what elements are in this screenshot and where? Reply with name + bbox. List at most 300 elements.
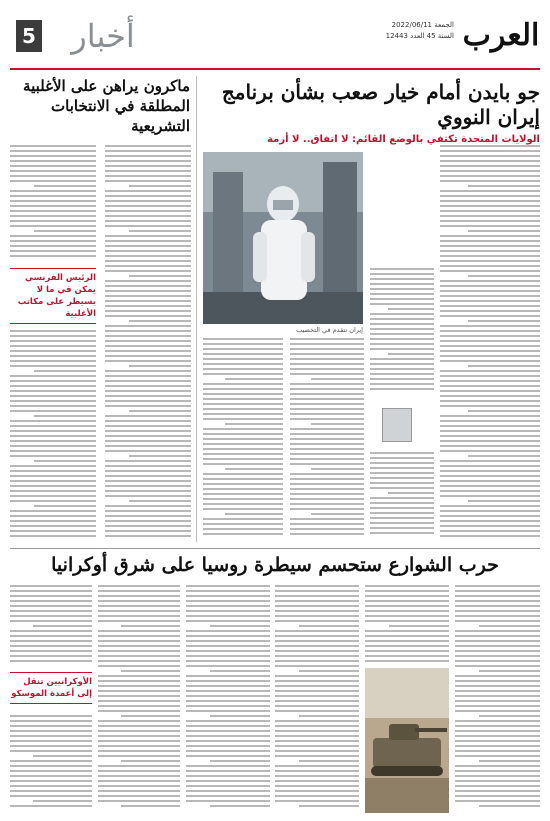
text-line [440,250,540,252]
text-line [455,730,540,732]
text-line [455,615,540,617]
text-line [105,215,191,217]
text-line [10,490,96,492]
text-line [275,730,359,732]
text-line [370,348,434,350]
text-line [186,740,270,742]
text-line [370,298,434,300]
text-line [275,665,359,667]
text-line [10,480,96,482]
text-line [440,190,540,192]
text-line [290,418,364,420]
text-line [440,205,540,207]
text-line [440,270,540,272]
second-story-photo [365,668,449,813]
text-line [455,780,540,782]
text-line [275,660,359,662]
text-line [299,715,359,717]
main-subheadline: الولايات المتحدة تكتفي بالوضع القائم: لا اتفاق.. لا أزمة [267,134,540,145]
text-line [203,533,283,535]
text-line [105,175,191,177]
text-line [365,600,449,602]
text-line [210,715,270,717]
text-line [98,800,180,802]
text-line [10,160,96,162]
text-line [203,448,283,450]
text-line [10,390,96,392]
main-story-photo [203,152,363,324]
text-line [98,705,180,707]
author-photo [382,408,412,442]
photo-caption: إيران تتقدم في التخصيب [296,326,363,334]
issue-meta [364,20,454,42]
text-line [98,640,180,642]
text-line [455,755,540,757]
text-line [10,425,96,427]
text-line [186,635,270,637]
section-header [10,14,160,58]
second-story-column-6a [10,585,92,667]
text-line [10,145,96,147]
text-line [105,390,191,392]
text-line [98,645,180,647]
text-line [455,740,540,742]
text-line [370,303,434,305]
text-line [440,515,540,517]
text-line [203,508,283,510]
text-line [10,740,92,742]
text-line [186,690,270,692]
text-line [10,360,96,362]
text-line [203,413,283,415]
text-line [440,445,540,447]
text-line [440,380,540,382]
text-line [10,250,96,252]
text-line [275,655,359,657]
text-line [105,285,191,287]
text-line [34,415,96,417]
main-story-column-3 [290,338,364,540]
text-line [105,385,191,387]
text-line [105,470,191,472]
text-line [105,355,191,357]
text-line [225,423,283,425]
text-line [186,645,270,647]
text-line [10,475,96,477]
text-line [203,433,283,435]
text-line [186,705,270,707]
text-line [105,235,191,237]
text-line [370,318,434,320]
text-line [10,350,96,352]
text-line [105,380,191,382]
text-line [455,680,540,682]
text-line [186,600,270,602]
text-line [290,518,364,520]
text-line [455,725,540,727]
text-line [105,315,191,317]
text-line [440,280,540,282]
text-line [370,388,434,390]
text-line [210,805,270,807]
text-line [203,528,283,530]
text-line [105,245,191,247]
text-line [10,430,96,432]
text-line [440,415,540,417]
text-line [98,630,180,632]
text-line [290,358,364,360]
text-line [10,485,96,487]
text-line [370,497,434,499]
text-line [290,528,364,530]
text-line [203,488,283,490]
text-line [203,363,283,365]
text-line [10,745,92,747]
text-line [10,770,92,772]
text-line [210,760,270,762]
text-line [455,750,540,752]
text-line [455,695,540,697]
text-line [98,620,180,622]
text-line [105,210,191,212]
text-line [10,750,92,752]
text-line [10,435,96,437]
text-line [203,358,283,360]
text-line [275,675,359,677]
text-line [290,523,364,525]
text-line [105,510,191,512]
text-line [203,493,283,495]
text-line [290,338,364,340]
text-line [10,395,96,397]
text-line [10,455,96,457]
text-line [10,420,96,422]
text-line [98,730,180,732]
text-line [455,620,540,622]
text-line [129,500,191,502]
text-line [10,760,92,762]
text-line [186,775,270,777]
text-line [105,190,191,192]
text-line [203,478,283,480]
text-line [365,635,449,637]
text-line [365,610,449,612]
text-line [105,505,191,507]
second-story-column-1 [455,585,540,813]
main-story-column-4 [203,338,283,540]
text-line [10,730,92,732]
text-line [275,735,359,737]
text-line [370,293,434,295]
text-line [468,320,540,322]
text-line [275,775,359,777]
text-line [440,530,540,532]
text-line [370,517,434,519]
text-line [479,670,540,672]
text-line [129,185,191,187]
text-line [105,475,191,477]
scientist-lab-image [203,152,363,324]
text-line [105,310,191,312]
text-line [10,535,96,537]
text-line [105,480,191,482]
masthead [10,12,540,70]
text-line [455,630,540,632]
text-line [440,490,540,492]
text-line [186,795,270,797]
text-line [203,383,283,385]
text-line [455,590,540,592]
text-line [129,410,191,412]
text-line [98,770,180,772]
text-line [468,410,540,412]
text-line [98,740,180,742]
text-line [440,520,540,522]
text-line [370,328,434,330]
text-line [290,398,364,400]
text-line [440,200,540,202]
text-line [105,360,191,362]
text-line [440,425,540,427]
text-line [105,395,191,397]
text-line [275,690,359,692]
text-line [10,170,96,172]
text-line [455,705,540,707]
text-line [440,160,540,162]
text-line [203,398,283,400]
text-line [370,278,434,280]
text-line [10,715,92,717]
text-line [203,388,283,390]
text-line [10,775,92,777]
text-line [203,443,283,445]
text-line [440,395,540,397]
text-line [121,625,180,627]
text-line [34,230,96,232]
text-line [275,790,359,792]
text-line [370,358,434,360]
text-line [275,710,359,712]
issue-number: السنة 45 العدد 12443 [385,32,454,40]
text-line [370,452,434,454]
text-line [290,363,364,365]
text-line [105,450,191,452]
text-line [10,195,96,197]
text-line [440,385,540,387]
text-line [105,435,191,437]
text-line [10,640,92,642]
text-line [203,373,283,375]
text-line [105,525,191,527]
text-line [98,790,180,792]
text-line [10,330,96,332]
text-line [275,650,359,652]
text-line [105,375,191,377]
text-line [98,685,180,687]
text-line [311,423,364,425]
text-line [440,350,540,352]
text-line [388,492,434,494]
text-line [275,595,359,597]
text-line [468,365,540,367]
text-line [468,500,540,502]
text-line [440,335,540,337]
text-line [121,715,180,717]
text-line [10,200,96,202]
text-line [370,268,434,270]
text-line [479,715,540,717]
text-line [10,255,96,257]
text-line [10,590,92,592]
text-line [365,595,449,597]
text-line [455,650,540,652]
text-line [365,615,449,617]
text-line [10,385,96,387]
text-line [440,295,540,297]
text-line [455,770,540,772]
text-line [33,625,92,627]
text-line [10,620,92,622]
text-line [455,605,540,607]
text-line [98,610,180,612]
text-line [370,283,434,285]
text-line [440,180,540,182]
text-line [455,720,540,722]
text-line [299,625,359,627]
text-line [290,458,364,460]
second-story-column-5 [98,585,180,813]
text-line [105,220,191,222]
text-line [105,280,191,282]
text-line [98,650,180,652]
text-line [370,313,434,315]
text-line [105,225,191,227]
text-line [275,765,359,767]
text-line [105,415,191,417]
text-line [10,445,96,447]
text-line [275,600,359,602]
text-line [10,780,92,782]
text-line [105,290,191,292]
text-line [290,473,364,475]
newspaper-logo: العرب [462,18,540,53]
text-line [10,495,96,497]
text-line [440,505,540,507]
text-line [98,795,180,797]
text-line [34,370,96,372]
second-story-column-3 [275,585,359,813]
text-line [105,240,191,242]
text-line [10,225,96,227]
text-line [10,795,92,797]
text-line [203,438,283,440]
text-line [370,338,434,340]
text-line [290,408,364,410]
text-line [186,755,270,757]
text-line [10,410,96,412]
second-headline: حرب الشوارع ستحسم سيطرة روسيا على شرق أوكرانيا [51,554,499,576]
text-line [186,800,270,802]
text-line [290,353,364,355]
text-line [370,512,434,514]
text-line [290,503,364,505]
text-line [365,630,449,632]
text-line [105,370,191,372]
text-line [105,170,191,172]
text-line [10,500,96,502]
text-line [186,665,270,667]
text-line [299,805,359,807]
side-story-column-2a [10,145,96,263]
side-story-column-2b [10,330,96,540]
text-line [455,660,540,662]
text-line [365,650,449,652]
text-line [98,750,180,752]
text-line [10,725,92,727]
column-divider [196,76,197,542]
text-line [275,770,359,772]
text-line [10,470,96,472]
text-line [10,790,92,792]
text-line [105,425,191,427]
text-line [370,383,434,385]
text-line [455,635,540,637]
text-line [10,240,96,242]
text-line [10,165,96,167]
text-line [440,485,540,487]
text-line [10,380,96,382]
text-line [440,460,540,462]
text-line [210,670,270,672]
text-line [290,483,364,485]
text-line [440,535,540,537]
text-line [455,690,540,692]
text-line [388,353,434,355]
text-line [186,680,270,682]
text-line [479,625,540,627]
second-story-header [10,548,540,577]
text-line [10,190,96,192]
text-line [34,460,96,462]
text-line [105,485,191,487]
text-line [105,255,191,257]
text-line [275,680,359,682]
text-line [290,433,364,435]
text-line [10,525,96,527]
text-line [98,765,180,767]
text-line [370,273,434,275]
text-line [440,255,540,257]
text-line [105,515,191,517]
text-line [98,595,180,597]
text-line [275,720,359,722]
text-line [440,210,540,212]
text-line [370,472,434,474]
text-line [311,378,364,380]
text-line [370,462,434,464]
text-line [290,348,364,350]
text-line [105,520,191,522]
text-line [468,455,540,457]
text-line [440,420,540,422]
text-line [129,455,191,457]
text-line [10,720,92,722]
text-line [129,320,191,322]
main-story-column-1 [440,145,540,540]
text-line [440,450,540,452]
text-line [186,655,270,657]
main-story-column-2a [370,268,434,396]
